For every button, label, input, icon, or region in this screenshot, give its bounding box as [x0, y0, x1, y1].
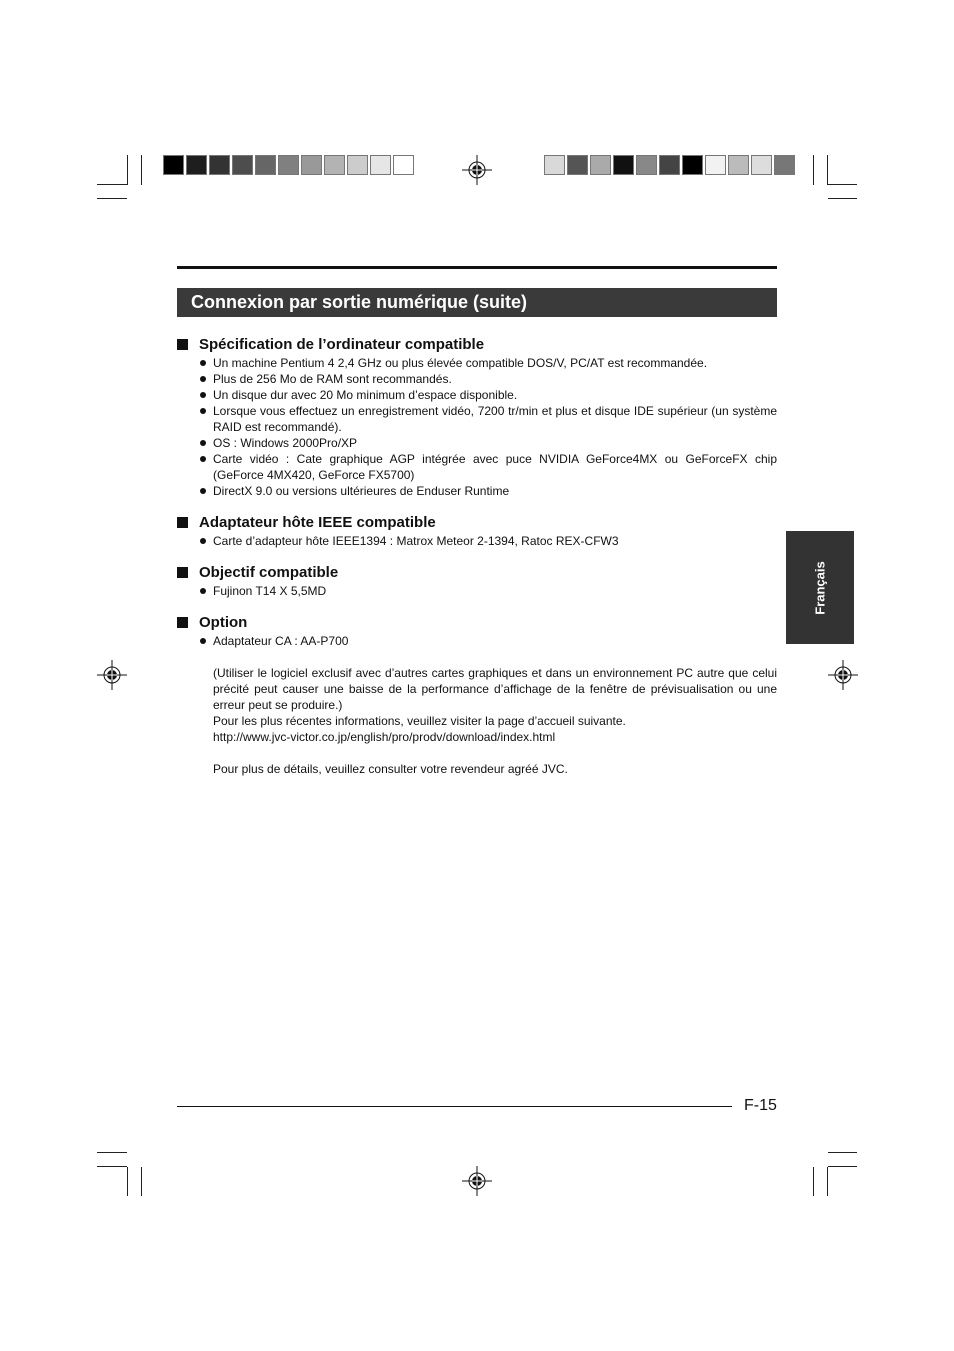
list-item: OS : Windows 2000Pro/XP [177, 435, 777, 451]
color-swatch [255, 155, 276, 175]
bullet-icon [200, 360, 206, 366]
list-item: Un disque dur avec 20 Mo minimum d’espace disponible. [177, 387, 777, 403]
color-swatch [659, 155, 680, 175]
note-paragraph: Pour les plus récentes informations, veuillez visiter la page d’accueil suivante. [213, 714, 626, 728]
bullet-icon [200, 376, 206, 382]
color-bar-left [163, 155, 416, 175]
bullet-icon [200, 538, 206, 544]
square-bullet-icon [177, 617, 188, 628]
registration-mark-icon [97, 660, 127, 690]
section-heading [177, 334, 777, 354]
color-swatch [544, 155, 565, 175]
section-heading [177, 562, 777, 582]
color-swatch [370, 155, 391, 175]
crop-mark [97, 1166, 127, 1167]
color-swatch [751, 155, 772, 175]
square-bullet-icon [177, 339, 188, 350]
list-item: Un machine Pentium 4 2,4 GHz ou plus élevée compatible DOS/V, PC/AT est recommandée. [177, 355, 777, 371]
bottom-rule [177, 1106, 732, 1107]
registration-mark-icon [828, 660, 858, 690]
color-swatch [163, 155, 184, 175]
color-swatch [705, 155, 726, 175]
language-tab [786, 531, 854, 644]
section-title: Connexion par sortie numérique (suite) [191, 292, 528, 312]
crop-mark [828, 184, 857, 185]
section-heading [177, 612, 777, 632]
color-swatch [186, 155, 207, 175]
color-swatch [232, 155, 253, 175]
list-item: Adaptateur CA : AA-P700 [177, 633, 777, 649]
section-computer-spec [177, 334, 777, 499]
color-swatch [774, 155, 795, 175]
note-paragraph: (Utiliser le logiciel exclusif avec d’autres cartes graphiques et dans un environnement PC autre que celui précité peut causer une baisse de la performance d’affichage de la fenêtre de prévisualisation ou une erreur peut se produire.) [213, 666, 777, 712]
heading-text: Option [199, 613, 248, 631]
homepage-url: http://www.jvc-victor.co.jp/english/pro/prodv/download/index.html [213, 730, 556, 744]
color-swatch [301, 155, 322, 175]
registration-mark-icon [462, 1166, 492, 1196]
color-swatch [728, 155, 749, 175]
registration-mark-icon [462, 155, 492, 185]
crop-mark [827, 1167, 828, 1196]
color-swatch [278, 155, 299, 175]
page-number: F-15 [744, 1097, 777, 1114]
section-title-bar [177, 288, 777, 317]
crop-mark [97, 198, 127, 199]
list-item: DirectX 9.0 ou versions ultérieures de Enduser Runtime [177, 483, 777, 499]
section-lens [177, 562, 777, 599]
crop-mark [127, 1167, 128, 1196]
color-swatch [682, 155, 703, 175]
crop-mark [827, 155, 828, 185]
heading-text: Objectif compatible [199, 563, 339, 581]
list-item: Carte d’adapteur hôte IEEE1394 : Matrox Meteor 2-1394, Ratoc REX-CFW3 [177, 533, 777, 549]
list-item: Fujinon T14 X 5,5MD [177, 583, 777, 599]
section-ieee-adapter [177, 512, 777, 549]
square-bullet-icon [177, 567, 188, 578]
top-rule [177, 266, 777, 269]
list-item: Lorsque vous effectuez un enregistrement vidéo, 7200 tr/min et plus et disque IDE supérieur (un système RAID est recommandé). [177, 403, 777, 435]
section-option [177, 612, 777, 777]
bullet-icon [200, 638, 206, 644]
note-paragraph: Pour plus de détails, veuillez consulter votre revendeur agréé JVC. [213, 762, 568, 776]
color-swatch [347, 155, 368, 175]
crop-mark [127, 155, 128, 185]
crop-mark [97, 184, 127, 185]
list-item: Plus de 256 Mo de RAM sont recommandés. [177, 371, 777, 387]
color-bar-right [544, 155, 797, 175]
crop-mark [813, 1167, 814, 1196]
main-content [177, 334, 777, 777]
section-heading [177, 512, 777, 532]
bullet-icon [200, 408, 206, 414]
crop-mark [97, 1152, 127, 1153]
bullet-icon [200, 456, 206, 462]
bullet-icon [200, 392, 206, 398]
color-swatch [613, 155, 634, 175]
color-swatch [567, 155, 588, 175]
crop-mark [141, 1167, 142, 1196]
crop-mark [828, 1152, 857, 1153]
list-item: Carte vidéo : Cate graphique AGP intégrée avec puce NVIDIA GeForce4MX ou GeForceFX chip (GeForce 4MX420, GeForce FX5700) [177, 451, 777, 483]
bullet-icon [200, 440, 206, 446]
heading-text: Spécification de l’ordinateur compatible [199, 335, 485, 353]
bullet-icon [200, 588, 206, 594]
crop-mark [141, 155, 142, 185]
color-swatch [324, 155, 345, 175]
crop-mark [828, 1166, 857, 1167]
crop-mark [828, 198, 857, 199]
crop-mark [813, 155, 814, 185]
color-swatch [636, 155, 657, 175]
bullet-icon [200, 488, 206, 494]
color-swatch [590, 155, 611, 175]
heading-text: Adaptateur hôte IEEE compatible [199, 513, 436, 531]
color-swatch [209, 155, 230, 175]
color-swatch [393, 155, 414, 175]
language-tab-label: Français [812, 560, 828, 615]
square-bullet-icon [177, 517, 188, 528]
